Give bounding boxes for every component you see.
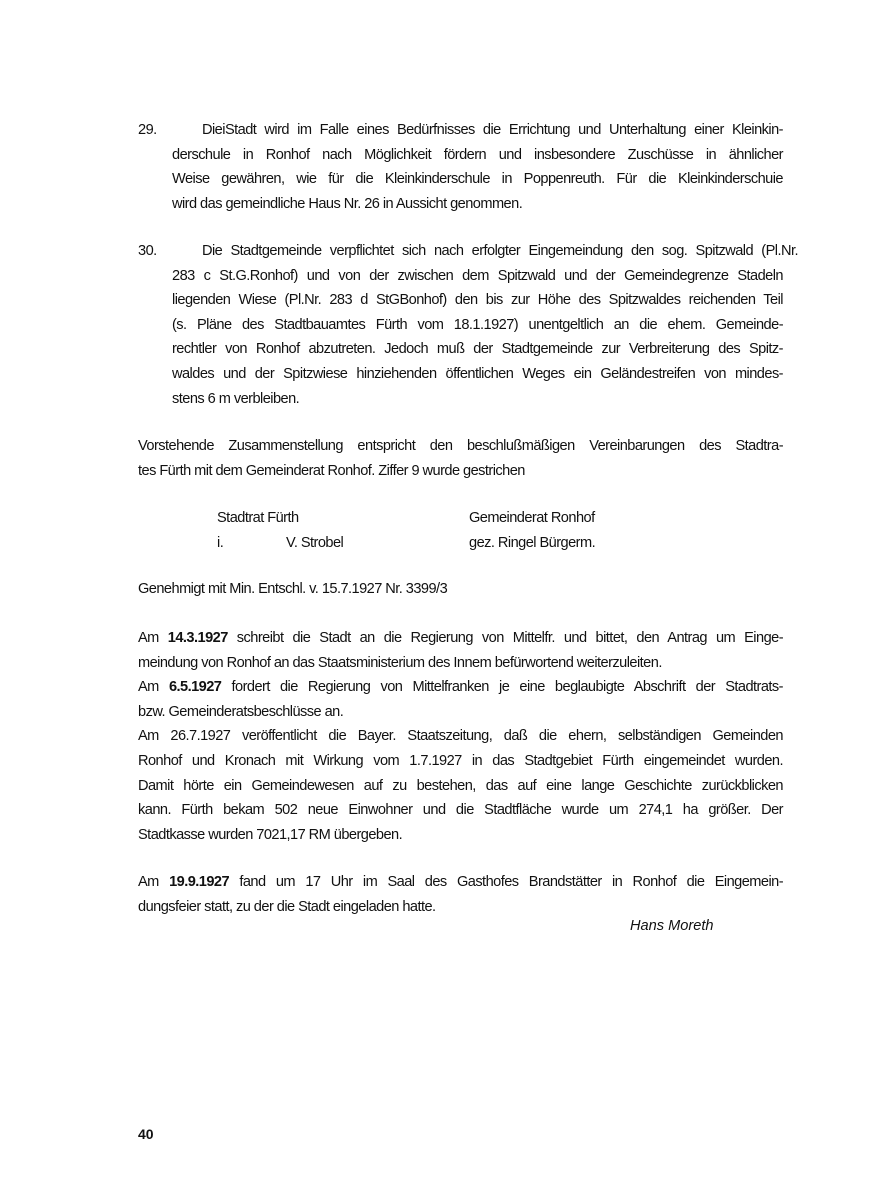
paragraph-line: Die Stadtgemeinde verpflichtet sich nach erfolgter Eingemeindung den sog. Spitzwald (Pl.Nr. [202, 243, 798, 259]
paragraph-line: Weise gewähren, wie für die Kleinkinderschule in Poppenreuth. Für die Kleinkinderschuie [172, 171, 783, 188]
paragraph-line: rechtler von Ronhof abzutreten. Jedoch muß der Stadtgemeinde zur Verbreiterung des Spitz- [172, 341, 783, 358]
paragraph-line: stens 6 m verbleiben. [172, 390, 300, 407]
paragraph-line: waldes und der Spitzwiese hinziehenden öffentlichen Weges ein Geländestreifen von mindes- [172, 365, 783, 382]
paragraph-line: Stadtkasse wurden 7021,17 RM übergeben. [138, 826, 403, 843]
paragraph-line: kann. Fürth bekam 502 neue Einwohner und die Stadtfläche wurde um 274,1 ha größer. Der [138, 802, 783, 819]
item-number: 29. [138, 122, 157, 138]
paragraph-line: Am 14.3.1927 schreibt die Stadt an die Regierung von Mittelfr. und bittet, den Antrag um Einge- [138, 630, 784, 646]
paragraph-line: Am 6.5.1927 fordert die Regierung von Mittelfranken je eine beglaubigte Abschrift der Stadtrats- [138, 679, 783, 696]
paragraph-line: Am 26.7.1927 veröffentlicht die Bayer. Staatszeitung, daß die ehern, selbständigen Gemeinden [138, 728, 783, 745]
paragraph-line: (s. Pläne des Stadtbauamtes Fürth vom 18.1.1927) unentgeltlich an die ehem. Gemeinde- [172, 316, 783, 333]
date-highlight: 6.5.1927 [168, 679, 222, 696]
author-signature: Hans Moreth [630, 918, 714, 934]
item-number: 30. [138, 243, 157, 259]
paragraph-line: DieiStadt wird im Falle eines Bedürfnisses die Errichtung und Unterhaltung einer Kleinkin- [202, 122, 783, 138]
paragraph-line: dungsfeier statt, zu der die Stadt eingeladen hatte. [138, 898, 436, 915]
paragraph-line: Am 19.9.1927 fand um 17 Uhr im Saal des Gasthofes Brandstätter in Ronhof die Eingemein- [138, 874, 784, 890]
paragraph-line: liegenden Wiese (Pl.Nr. 283 d StGBonhof) den bis zur Höhe des Spitzwaldes reichenden Teil [172, 292, 783, 309]
paragraph-line: Vorstehende Zusammenstellung entspricht den beschlußmäßigen Vereinbarungen des Stadtra- [138, 438, 783, 454]
paragraph-line: Damit hörte ein Gemeindewesen auf zu bestehen, das auf eine lange Geschichte zurückblicken [138, 777, 783, 794]
paragraph-line: 283 c St.G.Ronhof) und von der zwischen dem Spitzwald und der Gemeindegrenze Stadeln [172, 267, 783, 284]
summary-paragraph [138, 434, 783, 483]
paragraph-line: derschule in Ronhof nach Möglichkeit fördern und insbesondere Zuschüsse in ähnlicher [172, 146, 783, 163]
paragraph-line: meindung von Ronhof an das Staatsministerium des Innem befürwortend weiterzuleiten. [138, 654, 662, 671]
approval-note: Genehmigt mit Min. Entschl. v. 15.7.1927 Nr. 3399/3 [138, 581, 448, 597]
paragraph-line: tes Fürth mit dem Gemeinderat Ronhof. Ziffer 9 wurde gestrichen [138, 462, 525, 479]
item-29 [138, 118, 783, 216]
history-paragraph [138, 626, 783, 847]
page-number: 40 [138, 1126, 154, 1142]
signature-left-prefix: i. [217, 535, 224, 551]
paragraph-line: bzw. Gemeinderatsbeschlüsse an. [138, 703, 344, 720]
date-highlight: 19.9.1927 [169, 874, 230, 890]
signature-left-title: Stadtrat Fürth [217, 510, 299, 526]
celebration-paragraph [138, 870, 783, 919]
signature-right-name: gez. Ringel Bürgerm. [469, 535, 596, 551]
item-30 [138, 239, 798, 411]
date-highlight: 14.3.1927 [167, 630, 228, 646]
paragraph-line: Ronhof und Kronach mit Wirkung vom 1.7.1927 in das Stadtgebiet Fürth eingemeindet wurden. [138, 752, 783, 769]
signature-left-name: V. Strobel [286, 535, 344, 551]
paragraph-line: wird das gemeindliche Haus Nr. 26 in Aussicht genommen. [172, 195, 523, 212]
signature-right-title: Gemeinderat Ronhof [469, 510, 595, 526]
